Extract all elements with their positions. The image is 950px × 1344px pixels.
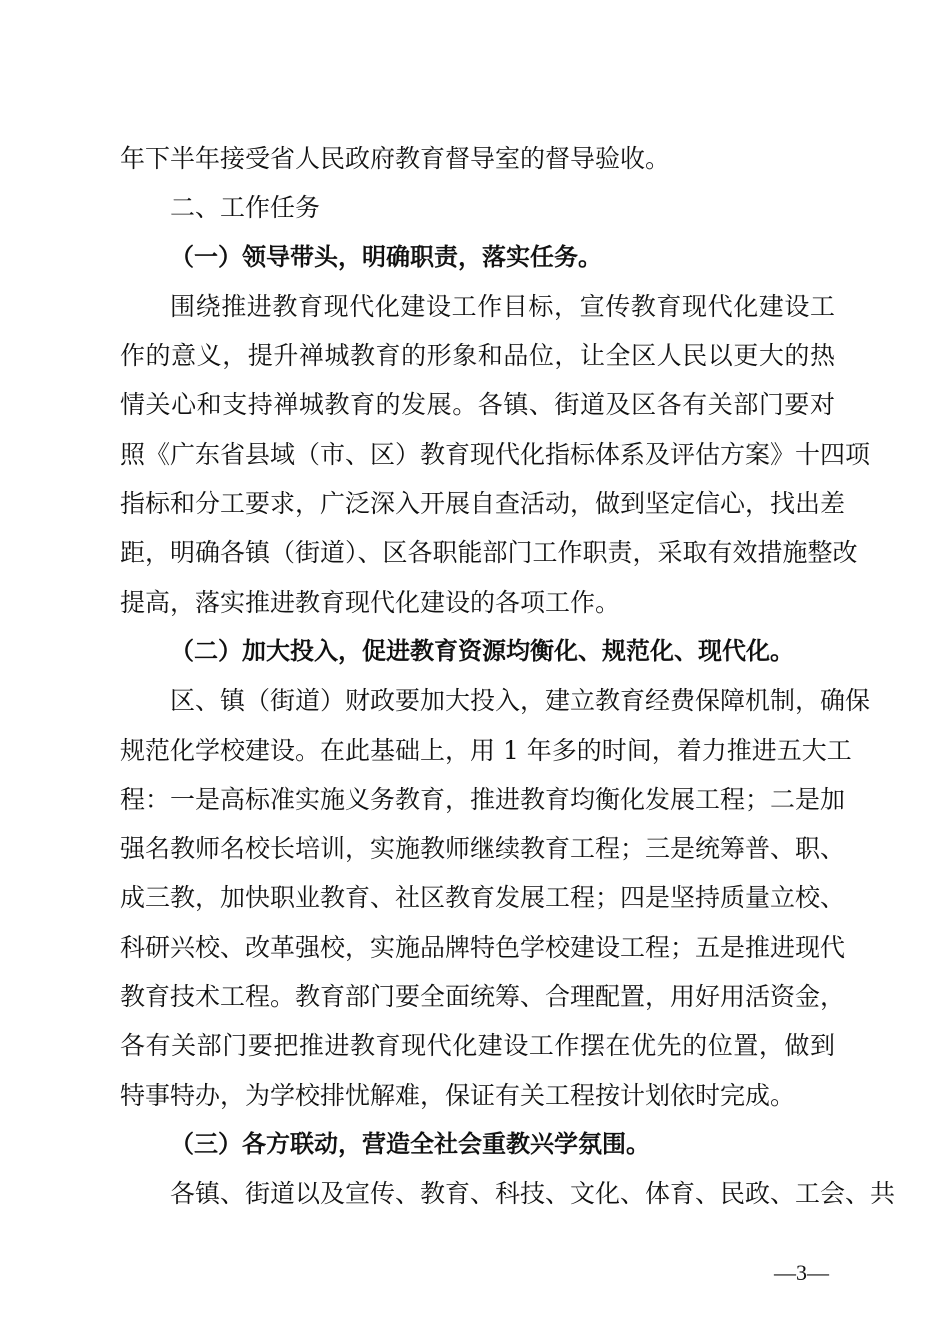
- text-line: 特事特办，为学校排忧解难，保证有关工程按计划依时完成。: [120, 1080, 796, 1110]
- text-line: 提高，落实推进教育现代化建设的各项工作。: [120, 587, 621, 617]
- paragraph-subheading: [120, 233, 835, 282]
- text-line: 成三教，加快职业教育、社区教育发展工程；四是坚持质量立校、: [120, 883, 846, 913]
- paragraph-body: [120, 282, 871, 627]
- document-body: [120, 134, 896, 1219]
- paragraph-subheading: [120, 627, 835, 676]
- text-line: （二）加大投入，促进教育资源均衡化、规范化、现代化。: [170, 636, 794, 665]
- text-line: 二、工作任务: [170, 193, 321, 223]
- text-line: 区、镇（街道）财政要加大投入，建立教育经费保障机制，确保: [170, 686, 871, 716]
- text-line: 科研兴校、改革强校，实施品牌特色学校建设工程；五是推进现代: [120, 932, 846, 962]
- text-line: （三）各方联动，营造全社会重教兴学氛围。: [170, 1129, 650, 1158]
- paragraph-body: [120, 1169, 896, 1218]
- paragraph-continuation: [120, 134, 835, 183]
- text-line: 年下半年接受省人民政府教育督导室的督导验收。: [120, 144, 671, 173]
- text-line: 强名教师名校长培训，实施教师继续教育工程；三是统筹普、职、: [120, 834, 846, 864]
- text-line: 各镇、街道以及宣传、教育、科技、文化、体育、民政、工会、共: [170, 1179, 896, 1209]
- text-line: 距，明确各镇（街道）、区各职能部门工作职责，采取有效措施整改: [120, 538, 858, 568]
- text-line: 情关心和支持禅城教育的发展。各镇、街道及区各有关部门要对: [120, 390, 835, 420]
- paragraph-heading: [120, 183, 835, 232]
- text-line: 教育技术工程。教育部门要全面统筹、合理配置，用好用活资金，: [120, 982, 846, 1012]
- page-number: —3—: [774, 1260, 829, 1285]
- text-line: （一）领导带头，明确职责，落实任务。: [170, 242, 602, 271]
- text-line: 规范化学校建设。在此基础上，用 1 年多的时间，着力推进五大工: [120, 735, 852, 765]
- text-line: 程：一是高标准实施义务教育，推进教育均衡化发展工程；二是加: [120, 784, 846, 814]
- text-line: 围绕推进教育现代化建设工作目标，宣传教育现代化建设工: [170, 291, 835, 321]
- text-line: 指标和分工要求，广泛深入开展自查活动，做到坚定信心，找出差: [120, 489, 846, 519]
- paragraph-subheading: [120, 1120, 835, 1169]
- text-line: 作的意义，提升禅城教育的形象和品位，让全区人民以更大的热: [120, 341, 835, 371]
- text-line: 各有关部门要把推进教育现代化建设工作摆在优先的位置，做到: [120, 1031, 835, 1061]
- text-line: 照《广东省县域（市、区）教育现代化指标体系及评估方案》十四项: [120, 439, 871, 469]
- paragraph-body: [120, 676, 871, 1120]
